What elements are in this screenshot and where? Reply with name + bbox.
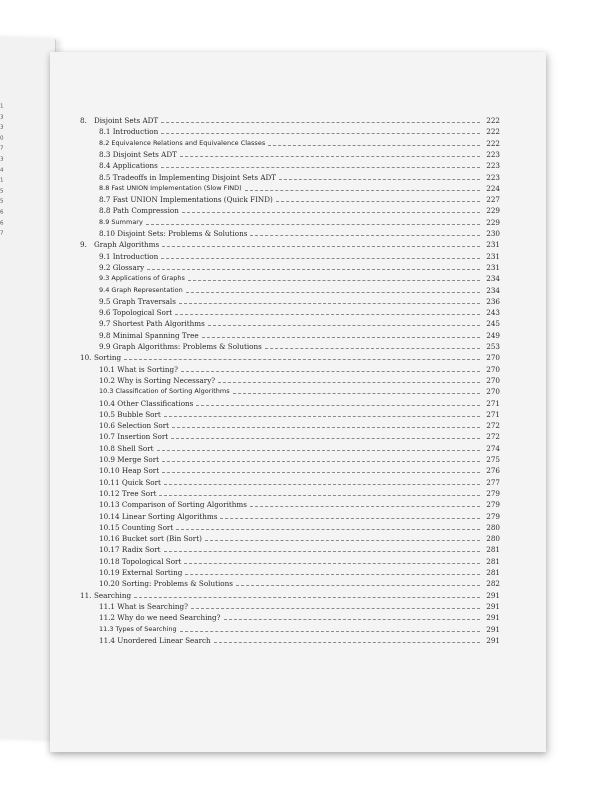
facing-page-number: 4: [0, 167, 4, 174]
toc-section-entry: [99, 464, 500, 475]
toc-page-number: 270: [486, 375, 500, 385]
toc-page-number: 245: [486, 319, 500, 329]
toc-section-entry: [99, 171, 500, 182]
toc-entry-title: 10.17 Radix Sort: [99, 545, 161, 555]
toc-page-number: 272: [486, 432, 500, 442]
toc-page-number: 282: [486, 579, 500, 589]
toc-section-entry: [99, 363, 500, 374]
toc-entry-title: 9.1 Introduction: [99, 251, 159, 261]
facing-page-number: 0: [0, 135, 4, 142]
toc-section-entry: [99, 385, 500, 396]
dot-leader: [224, 618, 480, 620]
toc-entry-title: 11.3 Types of Searching: [99, 624, 177, 633]
toc-page-number: 275: [486, 455, 500, 464]
toc-section-entry: [99, 261, 500, 272]
toc-entry-title: 9.3 Applications of Graphs: [99, 274, 185, 283]
toc-entry-title: 8.3 Disjoint Sets ADT: [99, 149, 177, 159]
toc-page-number: 279: [486, 500, 500, 510]
dot-leader: [188, 279, 480, 281]
toc-entry-title: 10.5 Bubble Sort: [99, 409, 161, 419]
toc-page-number: 231: [486, 262, 500, 272]
toc-page-number: 243: [486, 308, 500, 318]
toc-page-number: 222: [486, 138, 500, 148]
toc-entry-title: 10.7 Insertion Sort: [99, 432, 169, 442]
toc-entry-title: 10.9 Merge Sort: [99, 455, 160, 464]
toc-entry-title: 8.7 Fast UNION Implementations (Quick FIND): [99, 195, 273, 205]
toc-entry-title: 10.13 Comparison of Sorting Algorithms: [99, 500, 247, 510]
dot-leader: [164, 483, 480, 485]
toc-section-entry: [99, 374, 500, 385]
toc-page-number: 253: [486, 342, 500, 351]
toc-chapter-entry: [80, 238, 500, 249]
dot-leader: [181, 370, 480, 372]
dot-leader: [164, 415, 480, 417]
toc-entry-title: 11.2 Why do we need Searching?: [99, 613, 221, 623]
toc-page-number: 270: [486, 353, 500, 363]
dot-leader: [179, 302, 480, 304]
facing-page-number: 6: [0, 209, 4, 216]
dot-leader: [191, 607, 480, 609]
toc-section-entry: [99, 487, 500, 498]
dot-leader: [176, 528, 480, 530]
toc-entry-title: 10.12 Tree Sort: [99, 488, 157, 498]
facing-page-number: 1: [0, 177, 4, 184]
facing-page-number: 5: [0, 188, 4, 195]
toc-entry-title: 10.1 What is Sorting?: [99, 364, 178, 374]
toc-entry-title: 8.8 Path Compression: [99, 206, 179, 216]
toc-entry-title: 9.5 Graph Traversals: [99, 296, 176, 306]
toc-entry-title: 10.4 Other Classifications: [99, 398, 194, 408]
toc-section-entry: [99, 329, 500, 340]
toc-section-entry: [99, 408, 500, 419]
toc-entry-title: 8.1 Introduction: [99, 127, 159, 137]
toc-section-entry: [99, 600, 500, 611]
toc-section-entry: [99, 521, 500, 532]
dot-leader: [147, 268, 480, 270]
toc-page-number: 223: [486, 172, 500, 182]
dot-leader: [171, 437, 480, 439]
dot-leader: [186, 291, 480, 293]
dot-leader: [162, 471, 480, 473]
toc-page-number: 291: [486, 624, 500, 634]
toc-page-number: 223: [486, 149, 500, 159]
toc-page-number: 280: [486, 522, 500, 532]
dot-leader: [218, 381, 480, 383]
toc-section-entry: [99, 555, 500, 566]
facing-page-number: 7: [0, 230, 4, 237]
dot-leader: [202, 336, 480, 338]
toc-entry-title: 11.4 Unordered Linear Search: [99, 635, 211, 645]
toc-section-entry: [99, 397, 500, 408]
toc-entry-title: 10.18 Topological Sort: [99, 556, 182, 566]
dot-leader: [134, 596, 480, 598]
toc-page-number: 291: [486, 635, 500, 645]
toc-page-number: 272: [486, 421, 500, 431]
toc-page-number: 271: [486, 398, 500, 408]
toc-entry-title: 9.8 Minimal Spanning Tree: [99, 330, 199, 340]
toc-page-number: 274: [486, 443, 500, 453]
toc-section-entry: [99, 634, 500, 645]
toc-entry-title: 8.10 Disjoint Sets: Problems & Solutions: [99, 229, 248, 238]
dot-leader: [161, 121, 480, 123]
toc-entry-title: 9.9 Graph Algorithms: Problems & Solutions: [99, 342, 262, 351]
facing-page-number: 6: [0, 220, 4, 227]
toc-section-entry: [99, 159, 500, 170]
toc-entry-title: 8.2 Equivalence Relations and Equivalence Classes: [99, 138, 266, 147]
chapter-number: 9.: [80, 240, 87, 250]
dot-leader: [196, 404, 480, 406]
toc-page-number: 230: [486, 229, 500, 238]
toc-entry-title: 9.7 Shortest Path Algorithms: [99, 319, 205, 329]
toc-entry-title: 11.1 What is Searching?: [99, 601, 188, 611]
toc-page-number: 279: [486, 488, 500, 498]
toc-page-number: 276: [486, 466, 500, 476]
toc-entry-title: 10.20 Sorting: Problems & Solutions: [99, 579, 233, 589]
toc-entry-title: 10.3 Classification of Sorting Algorithms: [99, 387, 230, 396]
toc-page-number: 291: [486, 601, 500, 611]
toc-section-entry: [99, 532, 500, 543]
toc-page-number: 236: [486, 296, 500, 306]
book-page: [50, 52, 546, 752]
toc-entry-title: 10.8 Shell Sort: [99, 443, 154, 453]
toc-page-number: 291: [486, 590, 500, 600]
toc-section-entry: [99, 137, 500, 148]
dot-leader: [205, 539, 480, 541]
toc-section-entry: [99, 430, 500, 441]
toc-entry-title: Searching: [94, 590, 132, 600]
toc-page-number: 234: [486, 285, 500, 295]
dot-leader: [268, 144, 480, 146]
toc-page-number: 249: [486, 330, 500, 340]
toc-section-entry: [99, 148, 500, 159]
toc-page-number: 291: [486, 613, 500, 623]
facing-left-page: [0, 36, 56, 739]
dot-leader: [162, 245, 480, 247]
toc-entry-title: 8.5 Tradeoffs in Implementing Disjoint Sets ADT: [99, 172, 277, 182]
dot-leader: [265, 347, 480, 349]
dot-leader: [175, 313, 480, 315]
toc-section-entry: [99, 566, 500, 577]
toc-section-entry: [99, 543, 500, 554]
toc-chapter-entry: [80, 351, 500, 362]
dot-leader: [159, 494, 480, 496]
dot-leader: [250, 234, 480, 236]
toc-page-number: 229: [486, 217, 500, 227]
dot-leader: [162, 460, 480, 462]
toc-entry-title: 9.4 Graph Representation: [99, 285, 183, 294]
dot-leader: [124, 358, 480, 360]
toc-page-number: 281: [486, 556, 500, 566]
dot-leader: [208, 324, 480, 326]
toc-entry-title: 9.2 Glossary: [99, 262, 145, 272]
toc-page-number: 231: [486, 251, 500, 261]
toc-section-entry: [99, 295, 500, 306]
toc-page-number: 279: [486, 511, 500, 521]
toc-chapter-entry: [80, 589, 500, 600]
toc-section-entry: [99, 510, 500, 521]
dot-leader: [233, 392, 480, 394]
dot-leader: [182, 211, 480, 213]
toc-entry-title: 10.15 Counting Sort: [99, 522, 174, 532]
dot-leader: [279, 178, 480, 180]
toc-entry-title: Disjoint Sets ADT: [94, 116, 159, 125]
dot-leader: [214, 641, 480, 643]
toc-page-number: 234: [486, 274, 500, 284]
toc-page-number: 280: [486, 534, 500, 544]
dot-leader: [185, 573, 480, 575]
facing-page-number: 5: [0, 198, 4, 206]
toc-entry-title: 10.19 External Sorting: [99, 568, 183, 577]
toc-page-number: 223: [486, 161, 500, 171]
toc-section-entry: [99, 498, 500, 509]
toc-section-entry: [99, 317, 500, 328]
toc-section-entry: [99, 182, 500, 193]
toc-page-number: 281: [486, 568, 500, 577]
dot-leader: [161, 166, 480, 168]
toc-page-number: 270: [486, 387, 500, 397]
toc-section-entry: [99, 623, 500, 634]
facing-page-number: 3: [0, 114, 4, 121]
toc-section-entry: [99, 284, 500, 295]
facing-page-number: 1: [0, 103, 4, 110]
toc-entry-title: 10.11 Quick Sort: [99, 477, 161, 487]
toc-section-entry: [99, 453, 500, 464]
toc-entry-title: 10.10 Heap Sort: [99, 466, 160, 476]
toc-section-entry: [99, 216, 500, 227]
toc-entry-title: 8.4 Applications: [99, 161, 158, 171]
toc-page-number: 222: [486, 127, 500, 137]
toc-section-entry: [99, 306, 500, 317]
toc-section-entry: [99, 227, 500, 238]
dot-leader: [157, 449, 480, 451]
toc-entry-title: 10.6 Selection Sort: [99, 421, 170, 431]
toc-page-number: 224: [486, 183, 500, 193]
toc-entry-title: 10.2 Why is Sorting Necessary?: [99, 375, 216, 385]
chapter-number: 11.: [80, 590, 92, 600]
toc-entry-title: Sorting: [94, 353, 122, 363]
toc-section-entry: [99, 272, 500, 283]
dot-leader: [250, 505, 480, 507]
dot-leader: [172, 426, 480, 428]
toc-section-entry: [99, 193, 500, 204]
toc-section-entry: [99, 577, 500, 588]
dot-leader: [161, 257, 480, 259]
toc-page-number: 271: [486, 409, 500, 419]
toc-section-entry: [99, 419, 500, 430]
toc-section-entry: [99, 250, 500, 261]
dot-leader: [180, 155, 480, 157]
toc-entry-title: 10.16 Bucket sort (Bin Sort): [99, 534, 202, 544]
toc-page-number: 227: [486, 195, 500, 205]
facing-page-number: 3: [0, 156, 4, 163]
toc-chapter-entry: [80, 114, 500, 125]
dot-leader: [161, 132, 480, 134]
toc-page-number: 229: [486, 206, 500, 216]
dot-leader: [220, 517, 480, 519]
dot-leader: [164, 550, 480, 552]
toc-page-number: 231: [486, 240, 500, 250]
dot-leader: [180, 630, 480, 632]
toc-section-entry: [99, 442, 500, 453]
toc-page-number: 281: [486, 545, 500, 555]
chapter-number: 8.: [80, 116, 87, 125]
dot-leader: [184, 562, 480, 564]
toc-section-entry: [99, 476, 500, 487]
dot-leader: [245, 189, 480, 191]
toc-entry-title: 8.9 Summary: [99, 217, 143, 226]
dot-leader: [146, 223, 480, 225]
toc-entry-title: 10.14 Linear Sorting Algorithms: [99, 511, 218, 521]
facing-page-number: 3: [0, 124, 4, 131]
toc-section-entry: [99, 204, 500, 215]
chapter-number: 10.: [80, 353, 92, 363]
toc-section-entry: [99, 611, 500, 622]
toc-entry-title: 9.6 Topological Sort: [99, 308, 173, 318]
toc-page-number: 277: [486, 477, 500, 487]
toc-entry-title: Graph Algorithms: [94, 240, 160, 250]
toc-page-number: 222: [486, 116, 500, 125]
toc-section-entry: [99, 340, 500, 351]
dot-leader: [236, 584, 480, 586]
facing-page-number: 7: [0, 145, 4, 153]
dot-leader: [276, 200, 480, 202]
toc-entry-title: 8.8 Fast UNION Implementation (Slow FIND): [99, 183, 242, 192]
toc-page-number: 270: [486, 364, 500, 374]
toc-section-entry: [99, 125, 500, 136]
